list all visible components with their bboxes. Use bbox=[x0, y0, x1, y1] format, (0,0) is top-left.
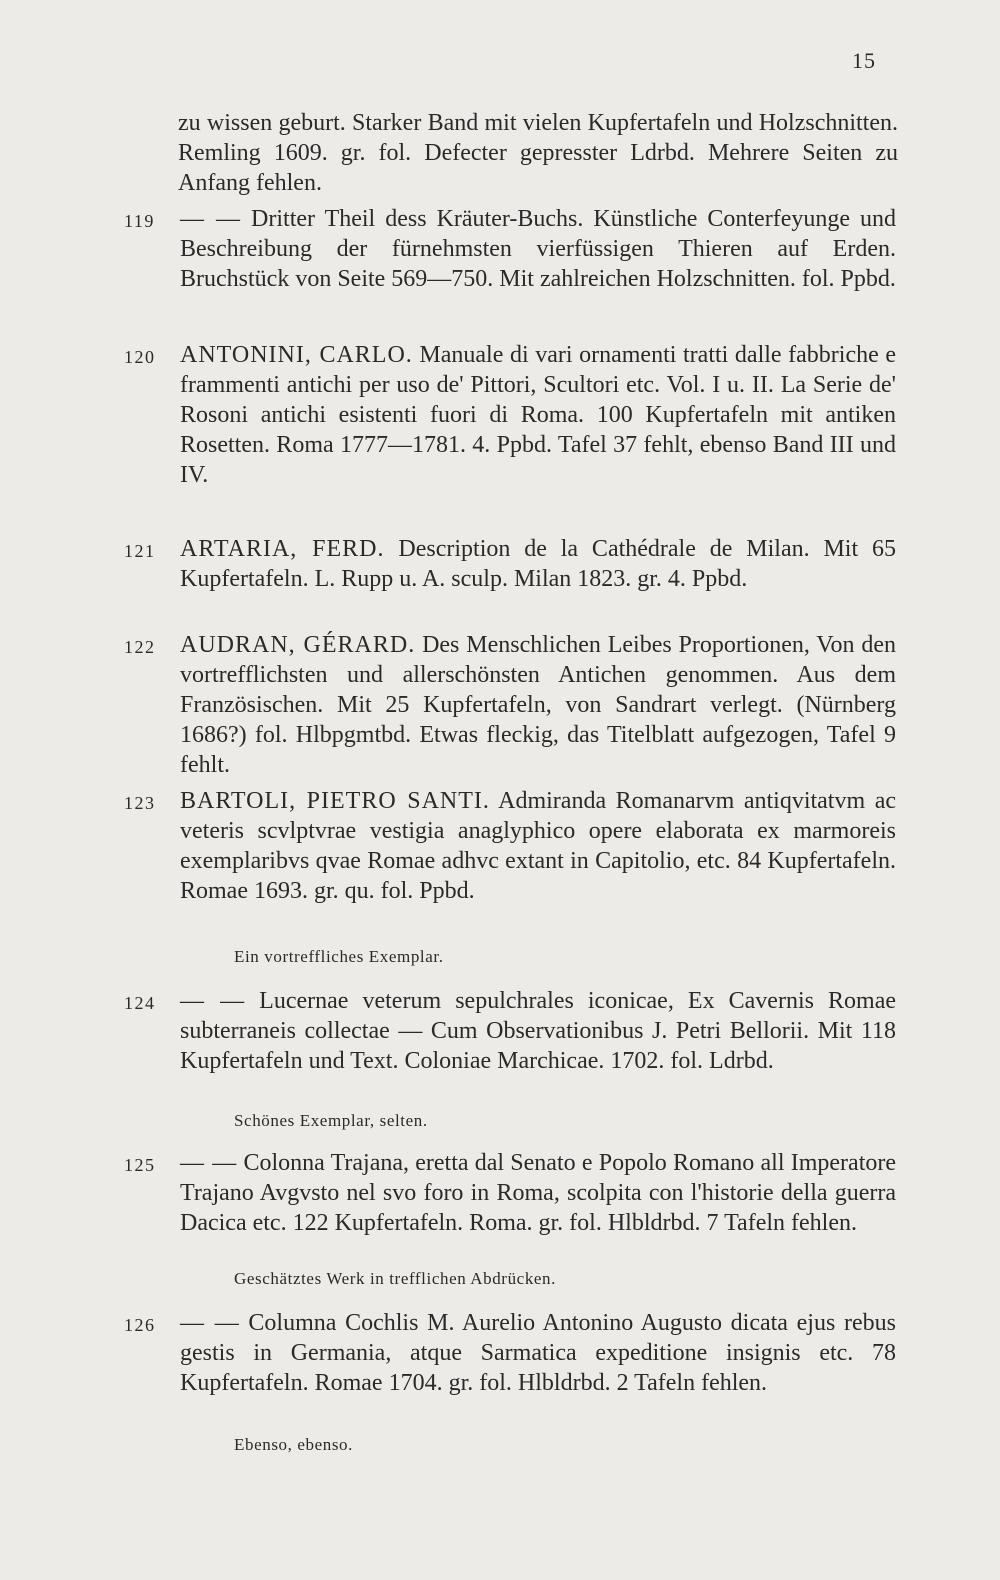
entry-number: 125 bbox=[124, 1155, 156, 1175]
entry-description: Lucernae veterum sepulchrales iconicae, Ex Cavernis Romae subterraneis collectae — Cum Observationibus J. Petri Bellorii. Mit 118 Kupfertafeln und Text. Coloniae Marchicae. 1702. fol. Ldrbd. bbox=[180, 988, 896, 1074]
entry-body bbox=[180, 1308, 896, 1398]
continuation-text: zu wissen geburt. Starker Band mit vielen Kupfertafeln und Holzschnitten. Remling 1609. gr. fol. Defecter gepresster Ldrbd. Mehrere Seiten zu Anfang fehlen. bbox=[178, 110, 898, 196]
entry-note: Schönes Exemplar, selten. bbox=[234, 1111, 428, 1130]
page-number: 15 bbox=[852, 48, 876, 73]
entry-description: Description de la Cathédrale de Milan. Mit 65 Kupfertafeln. L. Rupp u. A. sculp. Milan 1823. gr. 4. Ppbd. bbox=[180, 536, 897, 592]
entry-description: Dritter Theil dess Kräuter-Buchs. Künstliche Conterfeyunge und Beschreibung der fürnehmsten vierfüssigen Thieren auf Erden. Bruchstück von Seite 569—750. Mit zahlreichen Holzschnitten. fol. Ppbd. bbox=[180, 206, 897, 292]
entry-author: — — bbox=[180, 1150, 238, 1176]
entry-description: Manuale di vari ornamenti tratti dalle fabbriche e frammenti antichi per uso de' Pittori, Scultori etc. Vol. I u. II. La Serie de' Rosoni antichi esistenti fuori di Roma. 100 Kupfertafeln mit antiken Rosetten. Roma 1777—1781. 4. Ppbd. Tafel 37 fehlt, ebenso Band III und IV. bbox=[180, 342, 897, 488]
entry-body bbox=[180, 786, 896, 906]
entry-note: Ein vortreffliches Exemplar. bbox=[234, 947, 444, 966]
entry-body bbox=[180, 986, 896, 1076]
entry-body bbox=[180, 630, 896, 780]
entry-author: ARTARIA, FERD. bbox=[180, 536, 385, 562]
entry-number: 123 bbox=[124, 793, 156, 813]
entry-note: Ebenso, ebenso. bbox=[234, 1435, 354, 1454]
entry-number: 122 bbox=[124, 637, 156, 657]
entry-author: AUDRAN, GÉRARD. bbox=[180, 632, 416, 658]
entry-number: 120 bbox=[124, 347, 156, 367]
entry-description: Admiranda Romanarvm antiqvitatvm ac veteris scvlptvrae vestigia anaglyphico opere elaborata ex marmoreis exemplaribvs qvae Romae adhvc extant in Capitolio, etc. 84 Kupfertafeln. Romae 1693. gr. qu. fol. Ppbd. bbox=[180, 788, 896, 904]
entry-description: Des Menschlichen Leibes Proportionen, Von den vortrefflichsten und allerschönsten Antichen genommen. Aus dem Französischen. Mit 25 Kupfertafeln, von Sandrart verlegt. (Nürnberg 1686?) fol. Hlbpgmtbd. Etwas fleckig, das Titelblatt aufgezogen, Tafel 9 fehlt. bbox=[180, 632, 897, 778]
entry-body bbox=[180, 534, 896, 594]
entry-author: — — bbox=[180, 988, 246, 1014]
entry-author: — — bbox=[180, 1310, 240, 1336]
entry-body bbox=[180, 204, 896, 294]
entry-author: ANTONINI, CARLO. bbox=[180, 342, 413, 368]
entry-number: 119 bbox=[124, 211, 155, 231]
entry-author: BARTOLI, PIETRO SANTI. bbox=[180, 788, 490, 814]
entry-author: — — bbox=[180, 206, 242, 232]
entry-number: 124 bbox=[124, 993, 156, 1013]
entry-number: 121 bbox=[124, 541, 156, 561]
entry-number: 126 bbox=[124, 1315, 156, 1335]
entry-body bbox=[180, 1148, 896, 1238]
entry-body bbox=[180, 340, 896, 490]
entry-description: Colonna Trajana, eretta dal Senato e Popolo Romano all Imperatore Trajano Avgvsto nel svo foro in Roma, scolpita con l'historie della guerra Dacica etc. 122 Kupfertafeln. Roma. gr. fol. Hlbldrbd. 7 Tafeln fehlen. bbox=[180, 1150, 897, 1236]
entry-description: Columna Cochlis M. Aurelio Antonino Augusto dicata ejus rebus gestis in Germania, atque Sarmatica expeditione insignis etc. 78 Kupfertafeln. Romae 1704. gr. fol. Hlbldrbd. 2 Tafeln fehlen. bbox=[180, 1310, 896, 1396]
entry-note: Geschätztes Werk in trefflichen Abdrücken. bbox=[234, 1269, 557, 1288]
